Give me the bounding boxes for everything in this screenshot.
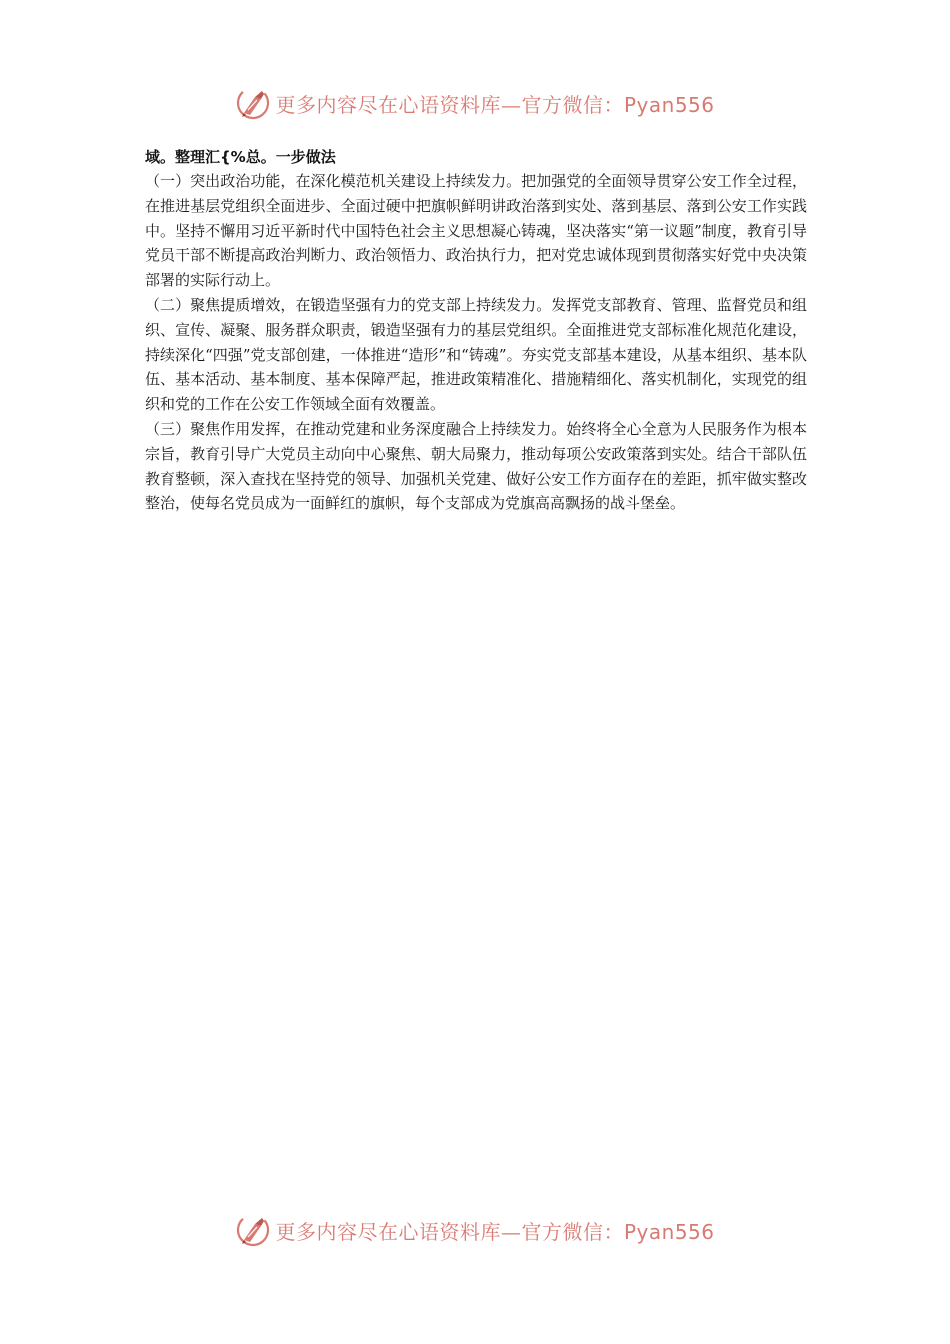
footer-banner-label: 更多内容尽在心语资料库—官方微信：: [275, 1219, 624, 1244]
paragraph-3: （三）聚焦作用发挥，在推动党建和业务深度融合上持续发力。始终将全心全意为人民服务作为根本宗旨，教育引导广大党员主动向中心聚焦、朝大局聚力，推动每项公安政策落到实处。结合干部队伍教育整顿，深入查找在坚持党的领导、加强机关党建、做好公安工作方面存在的差距，抓牢做实整改整治，使每名党员成为一面鲜红的旗帜，每个支部成为党旗高高飘扬的战斗堡垒。: [145, 419, 807, 513]
header-banner-label: 更多内容尽在心语资料库—官方微信：: [275, 92, 624, 117]
paragraph-2: （二）聚焦提质增效，在锻造坚强有力的党支部上持续发力。发挥党支部教育、管理、监督党员和组织、宣传、凝聚、服务群众职责，锻造坚强有力的基层党组织。全面推进党支部标准化规范化建设，持续深化“四强”党支部创建，一体推进“造形”和“铸魂”。夯实党支部基本建设，从基本组织、基本队伍、基本活动、基本制度、基本保障严起，推进政策精准化、措施精细化、落实机制化，实现党的组织和党的工作在公安工作领域全面有效覆盖。: [145, 295, 807, 414]
pen-nib-logo-icon: [235, 85, 271, 121]
document-body: [145, 145, 807, 516]
footer-banner-inner: [235, 1212, 714, 1248]
pen-nib-logo-icon: [235, 1212, 271, 1248]
paragraph-1: （一）突出政治功能，在深化模范机关建设上持续发力。把加强党的全面领导贯穿公安工作全过程，在推进基层党组织全面进步、全面过硬中把旗帜鲜明讲政治落到实处、落到基层、落到公安工作实践中。坚持不懈用习近平新时代中国特色社会主义思想凝心铸魂，坚决落实“第一议题”制度，教育引导党员干部不断提高政治判断力、政治领悟力、政治执行力，把对党忠诚体现到贯彻落实好党中央决策部署的实际行动上。: [145, 172, 807, 290]
header-banner-text: [275, 89, 714, 118]
footer-banner: [0, 1210, 950, 1250]
footer-banner-text: [275, 1216, 714, 1245]
header-banner-wechat: Pyan556: [623, 92, 715, 117]
header-banner-inner: [235, 85, 714, 121]
footer-banner-wechat: Pyan556: [623, 1219, 715, 1244]
section-heading: 域。整理汇{%总。一步做法: [145, 148, 336, 166]
header-banner: [0, 83, 950, 123]
